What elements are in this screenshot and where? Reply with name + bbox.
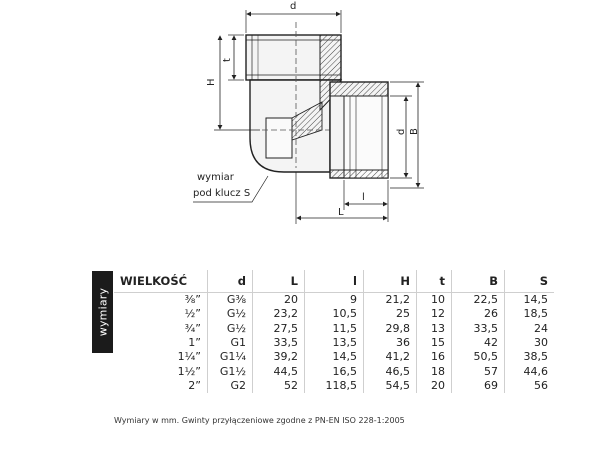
table-cell: 20 (253, 293, 305, 308)
table-cell: G½ (208, 322, 253, 336)
table-cell: 39,2 (253, 350, 305, 364)
table-cell: 1” (188, 336, 201, 350)
dim-h-label: H (206, 78, 217, 86)
table-cell: 14,5 (305, 350, 364, 364)
dim-l-label: l (362, 192, 365, 203)
table-cell: 20 (417, 379, 452, 393)
table-cell: G½ (208, 307, 253, 321)
table-cell: 33,5 (253, 336, 305, 350)
table-cell: 27,5 (253, 322, 305, 336)
table-cell: 13,5 (305, 336, 364, 350)
dim-t-label: t (222, 58, 233, 62)
header-B: B (452, 270, 505, 293)
dimension-L (296, 172, 387, 224)
table-cell: 33,5 (452, 322, 505, 336)
table-cell: 69 (452, 379, 505, 393)
table-cell: 18,5 (505, 307, 555, 321)
dimension-d-top (246, 1, 341, 33)
table-row (114, 364, 554, 378)
table-cell: 52 (253, 379, 305, 393)
dim-b-label: B (409, 128, 420, 135)
table-cell: 23,2 (253, 307, 305, 321)
wrench-label-line2: pod klucz S (193, 188, 251, 199)
table-cell: G2 (208, 379, 253, 393)
table-cell: 54,5 (364, 379, 417, 393)
table-cell: 16 (417, 350, 452, 364)
header-size: WIELKOŚĆ (114, 270, 208, 293)
table-cell: 24 (505, 322, 555, 336)
header-H: H (364, 270, 417, 293)
table-cell: 1½” (177, 364, 201, 378)
top-threaded-section (246, 35, 341, 80)
spec-table (114, 270, 554, 393)
table-header-row (114, 270, 554, 293)
table-cell: ½” (184, 307, 201, 321)
table-cell: 44,5 (253, 364, 305, 378)
table-cell: ¾” (184, 321, 201, 335)
dimension-l (344, 180, 388, 222)
table-cell: 41,2 (364, 350, 417, 364)
table-cell: 38,5 (505, 350, 555, 364)
table-cell: 30 (505, 336, 555, 350)
table-row (114, 336, 554, 350)
table-cell: 9 (305, 293, 364, 308)
dim-d-label: d (290, 1, 297, 12)
table-cell: G1 (208, 336, 253, 350)
header-L: L (253, 270, 305, 293)
table-cell: 15 (417, 336, 452, 350)
table-cell: 118,5 (305, 379, 364, 393)
table-cell: ⅜” (184, 293, 201, 307)
footnote: Wymiary w mm. Gwinty przyłączeniowe zgodne z PN-EN ISO 228-1:2005 (114, 416, 405, 425)
table-cell: 16,5 (305, 364, 364, 378)
table-row (114, 293, 554, 308)
table-cell: 22,5 (452, 293, 505, 308)
table-row (114, 379, 554, 393)
table-cell: 25 (364, 307, 417, 321)
table-cell: 2” (188, 378, 201, 392)
side-threaded-section (330, 82, 388, 178)
table-cell: 11,5 (305, 322, 364, 336)
table-cell: 57 (452, 364, 505, 378)
table-cell: G1½ (208, 364, 253, 378)
table-cell: 50,5 (452, 350, 505, 364)
table-cell: 13 (417, 322, 452, 336)
header-S: S (505, 270, 555, 293)
table-cell: 14,5 (505, 293, 555, 308)
table-cell: 42 (452, 336, 505, 350)
table-cell: 56 (505, 379, 555, 393)
table-cell: 12 (417, 307, 452, 321)
table-cell: 1¼” (177, 350, 201, 364)
table-cell: 10,5 (305, 307, 364, 321)
table-cell: 36 (364, 336, 417, 350)
header-t: t (417, 270, 452, 293)
dimension-d-side (390, 96, 412, 178)
table-row (114, 322, 554, 336)
header-l: l (305, 270, 364, 293)
table-cell: 21,2 (364, 293, 417, 308)
table-cell: 10 (417, 293, 452, 308)
table-cell: G1¼ (208, 350, 253, 364)
table-cell: 18 (417, 364, 452, 378)
side-tab-label: wymiary (96, 287, 109, 337)
header-d: d (208, 270, 253, 293)
wrench-callout (193, 172, 268, 202)
table-cell: 46,5 (364, 364, 417, 378)
table-row (114, 350, 554, 364)
table-row (114, 307, 554, 321)
wrench-label-line1: wymiar (197, 172, 234, 183)
dim-L-label: L (338, 207, 344, 218)
dim-d-side-label: d (396, 128, 407, 135)
table-cell: 29,8 (364, 322, 417, 336)
table-cell: 44,6 (505, 364, 555, 378)
table-cell: G⅜ (208, 293, 253, 308)
dimension-t (222, 35, 244, 80)
side-tab (92, 271, 113, 353)
table-cell: 26 (452, 307, 505, 321)
